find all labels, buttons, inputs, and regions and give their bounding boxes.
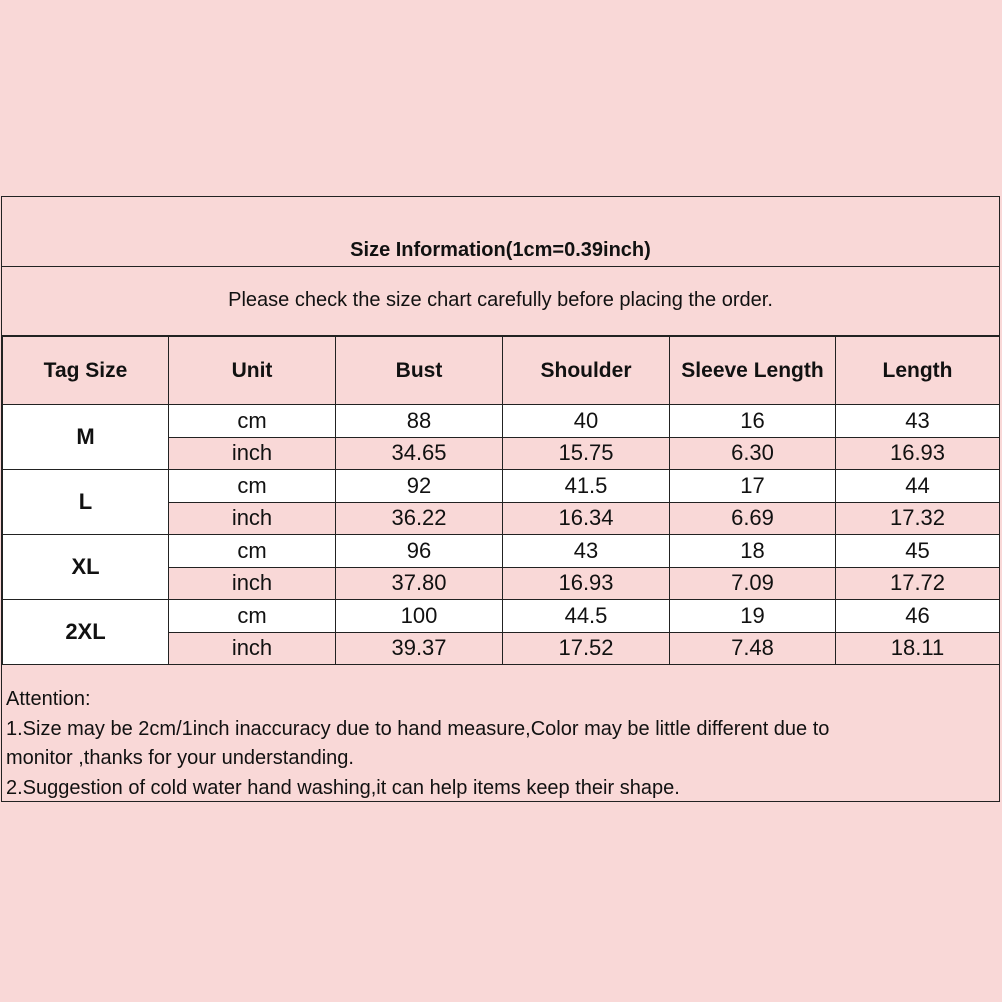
bust-cell: 34.65 [336, 437, 503, 470]
table-row [3, 535, 1000, 568]
length-cell: 18.11 [836, 632, 1000, 665]
bust-cell: 39.37 [336, 632, 503, 665]
length-cell: 43 [836, 405, 1000, 438]
size-cell: L [3, 470, 169, 535]
size-cell: M [3, 405, 169, 470]
sleeve-length-cell: 17 [670, 470, 836, 503]
table-row [3, 470, 1000, 503]
note-line-1a: 1.Size may be 2cm/1inch inaccuracy due to hand measure,Color may be little different due to [6, 717, 830, 740]
bust-cell: 36.22 [336, 502, 503, 535]
notice-text: Please check the size chart carefully before placing the order. [228, 289, 773, 311]
size-table [2, 336, 1000, 665]
sleeve-length-cell: 16 [670, 405, 836, 438]
header-shoulder: Shoulder [503, 337, 670, 405]
header-unit: Unit [169, 337, 336, 405]
sleeve-length-cell: 19 [670, 600, 836, 633]
length-cell: 45 [836, 535, 1000, 568]
bust-cell: 100 [336, 600, 503, 633]
shoulder-cell: 17.52 [503, 632, 670, 665]
unit-cell: inch [169, 567, 336, 600]
bust-cell: 96 [336, 535, 503, 568]
bust-cell: 37.80 [336, 567, 503, 600]
chart-title: Size Information(1cm=0.39inch) [350, 239, 651, 261]
length-cell: 16.93 [836, 437, 1000, 470]
note-line-2: 2.Suggestion of cold water hand washing,it can help items keep their shape. [6, 776, 680, 799]
unit-cell: cm [169, 470, 336, 503]
notes-heading: Attention: [6, 688, 91, 710]
table-row [3, 600, 1000, 633]
sleeve-length-cell: 6.30 [670, 437, 836, 470]
shoulder-cell: 43 [503, 535, 670, 568]
length-cell: 44 [836, 470, 1000, 503]
unit-cell: inch [169, 632, 336, 665]
sleeve-length-cell: 6.69 [670, 502, 836, 535]
shoulder-cell: 41.5 [503, 470, 670, 503]
header-sleeve-length: Sleeve Length [670, 337, 836, 405]
unit-cell: cm [169, 535, 336, 568]
size-cell: 2XL [3, 600, 169, 665]
title-row [2, 197, 999, 267]
length-cell: 17.72 [836, 567, 1000, 600]
header-length: Length [836, 337, 1000, 405]
table-header-row [3, 337, 1000, 405]
unit-cell: inch [169, 437, 336, 470]
size-cell: XL [3, 535, 169, 600]
bust-cell: 92 [336, 470, 503, 503]
shoulder-cell: 15.75 [503, 437, 670, 470]
unit-cell: inch [169, 502, 336, 535]
sleeve-length-cell: 18 [670, 535, 836, 568]
shoulder-cell: 16.93 [503, 567, 670, 600]
shoulder-cell: 16.34 [503, 502, 670, 535]
unit-cell: cm [169, 405, 336, 438]
length-cell: 17.32 [836, 502, 1000, 535]
shoulder-cell: 40 [503, 405, 670, 438]
sleeve-length-cell: 7.48 [670, 632, 836, 665]
note-line-1b: monitor ,thanks for your understanding. [6, 747, 354, 769]
header-bust: Bust [336, 337, 503, 405]
attention-notes [2, 665, 999, 801]
unit-cell: cm [169, 600, 336, 633]
header-tag-size: Tag Size [3, 337, 169, 405]
table-row [3, 405, 1000, 438]
size-chart [1, 196, 1000, 802]
shoulder-cell: 44.5 [503, 600, 670, 633]
length-cell: 46 [836, 600, 1000, 633]
sleeve-length-cell: 7.09 [670, 567, 836, 600]
notice-row [2, 267, 999, 336]
bust-cell: 88 [336, 405, 503, 438]
